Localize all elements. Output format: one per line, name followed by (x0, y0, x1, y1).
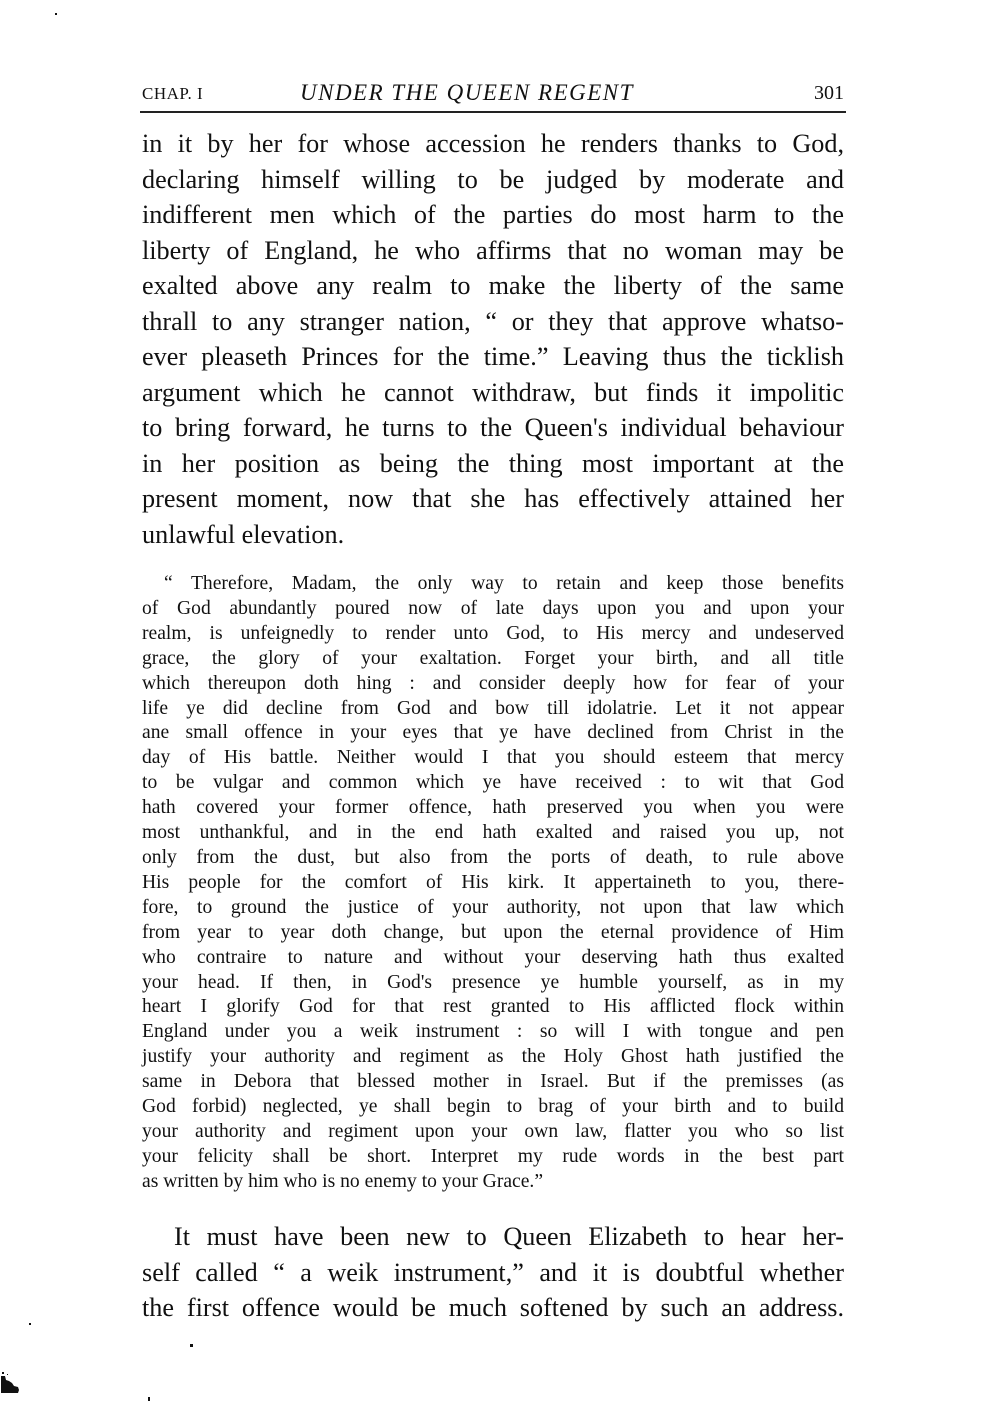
quote-line: justify your authority and regiment as the Holy Ghost hath justified the (142, 1046, 844, 1068)
text-line: to bring forward, he turns to the Queen's individual behaviour (142, 413, 844, 442)
running-title: UNDER THE QUEEN REGENT (300, 80, 634, 105)
quote-line: to be vulgar and common which ye have received : to wit that God (142, 772, 844, 794)
scan-speck (55, 13, 57, 15)
text-line: liberty of England, he who affirms that no woman may be (142, 235, 844, 265)
quote-line: fore, to ground the justice of your authority, not upon that law which (142, 896, 844, 918)
text-line: unlawful elevation. (142, 519, 345, 549)
quote-line: your head. If then, in God's presence ye humble yourself, as in my (142, 971, 844, 993)
text-line: the first offence would be much softened by such an address. (142, 1293, 844, 1322)
quote-line: from year to year doth change, but upon the eternal providence of Him (142, 921, 844, 943)
body-paragraph (142, 126, 844, 552)
quote-line: day of His battle. Neither would I that you should esteem that mercy (142, 747, 844, 769)
text-line: in it by her for whose accession he renders thanks to God, (142, 129, 844, 158)
header-rule (140, 111, 846, 113)
chapter-label: CHAP. I (142, 84, 204, 103)
quote-line: ane small offence in your eyes that ye have declined from Christ in the (142, 722, 844, 744)
text-line: It must have been new to Queen Elizabeth to hear her- (174, 1222, 844, 1251)
block-quotation (142, 572, 844, 1195)
scan-speck (29, 1323, 31, 1325)
quote-line: heart I glorify God for that rest granted to His afflicted flock within (142, 996, 844, 1018)
quote-line: your felicity shall be short. Interpret my rude words in the best part (142, 1145, 844, 1167)
text-line: declaring himself willing to be judged by moderate and (142, 164, 844, 194)
running-head (142, 80, 844, 106)
quote-line: grace, the glory of your exaltation. Forget your birth, and all title (142, 647, 844, 669)
quote-line: realm, is unfeignedly to render unto God, to His mercy and undeserved (142, 622, 844, 644)
quote-line: God forbid) neglected, ye shall begin to brag of your birth and to build (142, 1096, 844, 1118)
quote-line: as written by him who is no enemy to your Grace.” (142, 1170, 544, 1192)
scan-speck (190, 1344, 193, 1347)
scan-blot (0, 1372, 20, 1394)
quote-line: same in Debora that blessed mother in Israel. But if the premisses (as (142, 1071, 844, 1093)
text-line: exalted above any realm to make the liberty of the same (142, 271, 844, 300)
closing-paragraph (142, 1219, 844, 1326)
quote-line: who contraire to nature and without your deserving hath thus exalted (142, 946, 844, 968)
quote-line: “ Therefore, Madam, the only way to retain and keep those benefits (164, 573, 844, 594)
quote-line: most unthankful, and in the end hath exalted and raised you up, not (142, 822, 844, 844)
quote-line: which thereupon doth hing : and consider deeply how for fear of your (142, 672, 844, 694)
quote-line: His people for the comfort of His kirk. It appertaineth to you, there- (142, 871, 844, 893)
quote-line: of God abundantly poured now of late days upon you and upon your (142, 597, 844, 619)
quote-line: only from the dust, but also from the ports of death, to rule above (142, 846, 844, 868)
quote-line: your authority and regiment upon your own law, flatter you who so list (142, 1120, 844, 1142)
page-number: 301 (814, 82, 844, 104)
text-line: in her position as being the thing most important at the (142, 448, 844, 478)
quote-line: life ye did decline from God and bow till idolatrie. Let it not appear (142, 697, 844, 719)
scan-speck (148, 1397, 150, 1401)
quote-line: hath covered your former offence, hath preserved you when you were (142, 797, 844, 819)
text-line: indifferent men which of the parties do most harm to the (142, 200, 844, 229)
text-line: thrall to any stranger nation, “ or they that approve whatso- (142, 306, 844, 336)
text-line: argument which he cannot withdraw, but finds it impolitic (142, 377, 844, 407)
text-line: ever pleaseth Princes for the time.” Leaving thus the ticklish (142, 342, 844, 371)
text-line: present moment, now that she has effectively attained her (142, 484, 844, 513)
text-line: self called “ a weik instrument,” and it is doubtful whether (142, 1257, 844, 1287)
quote-line: England under you a weik instrument : so will I with tongue and pen (142, 1021, 844, 1043)
